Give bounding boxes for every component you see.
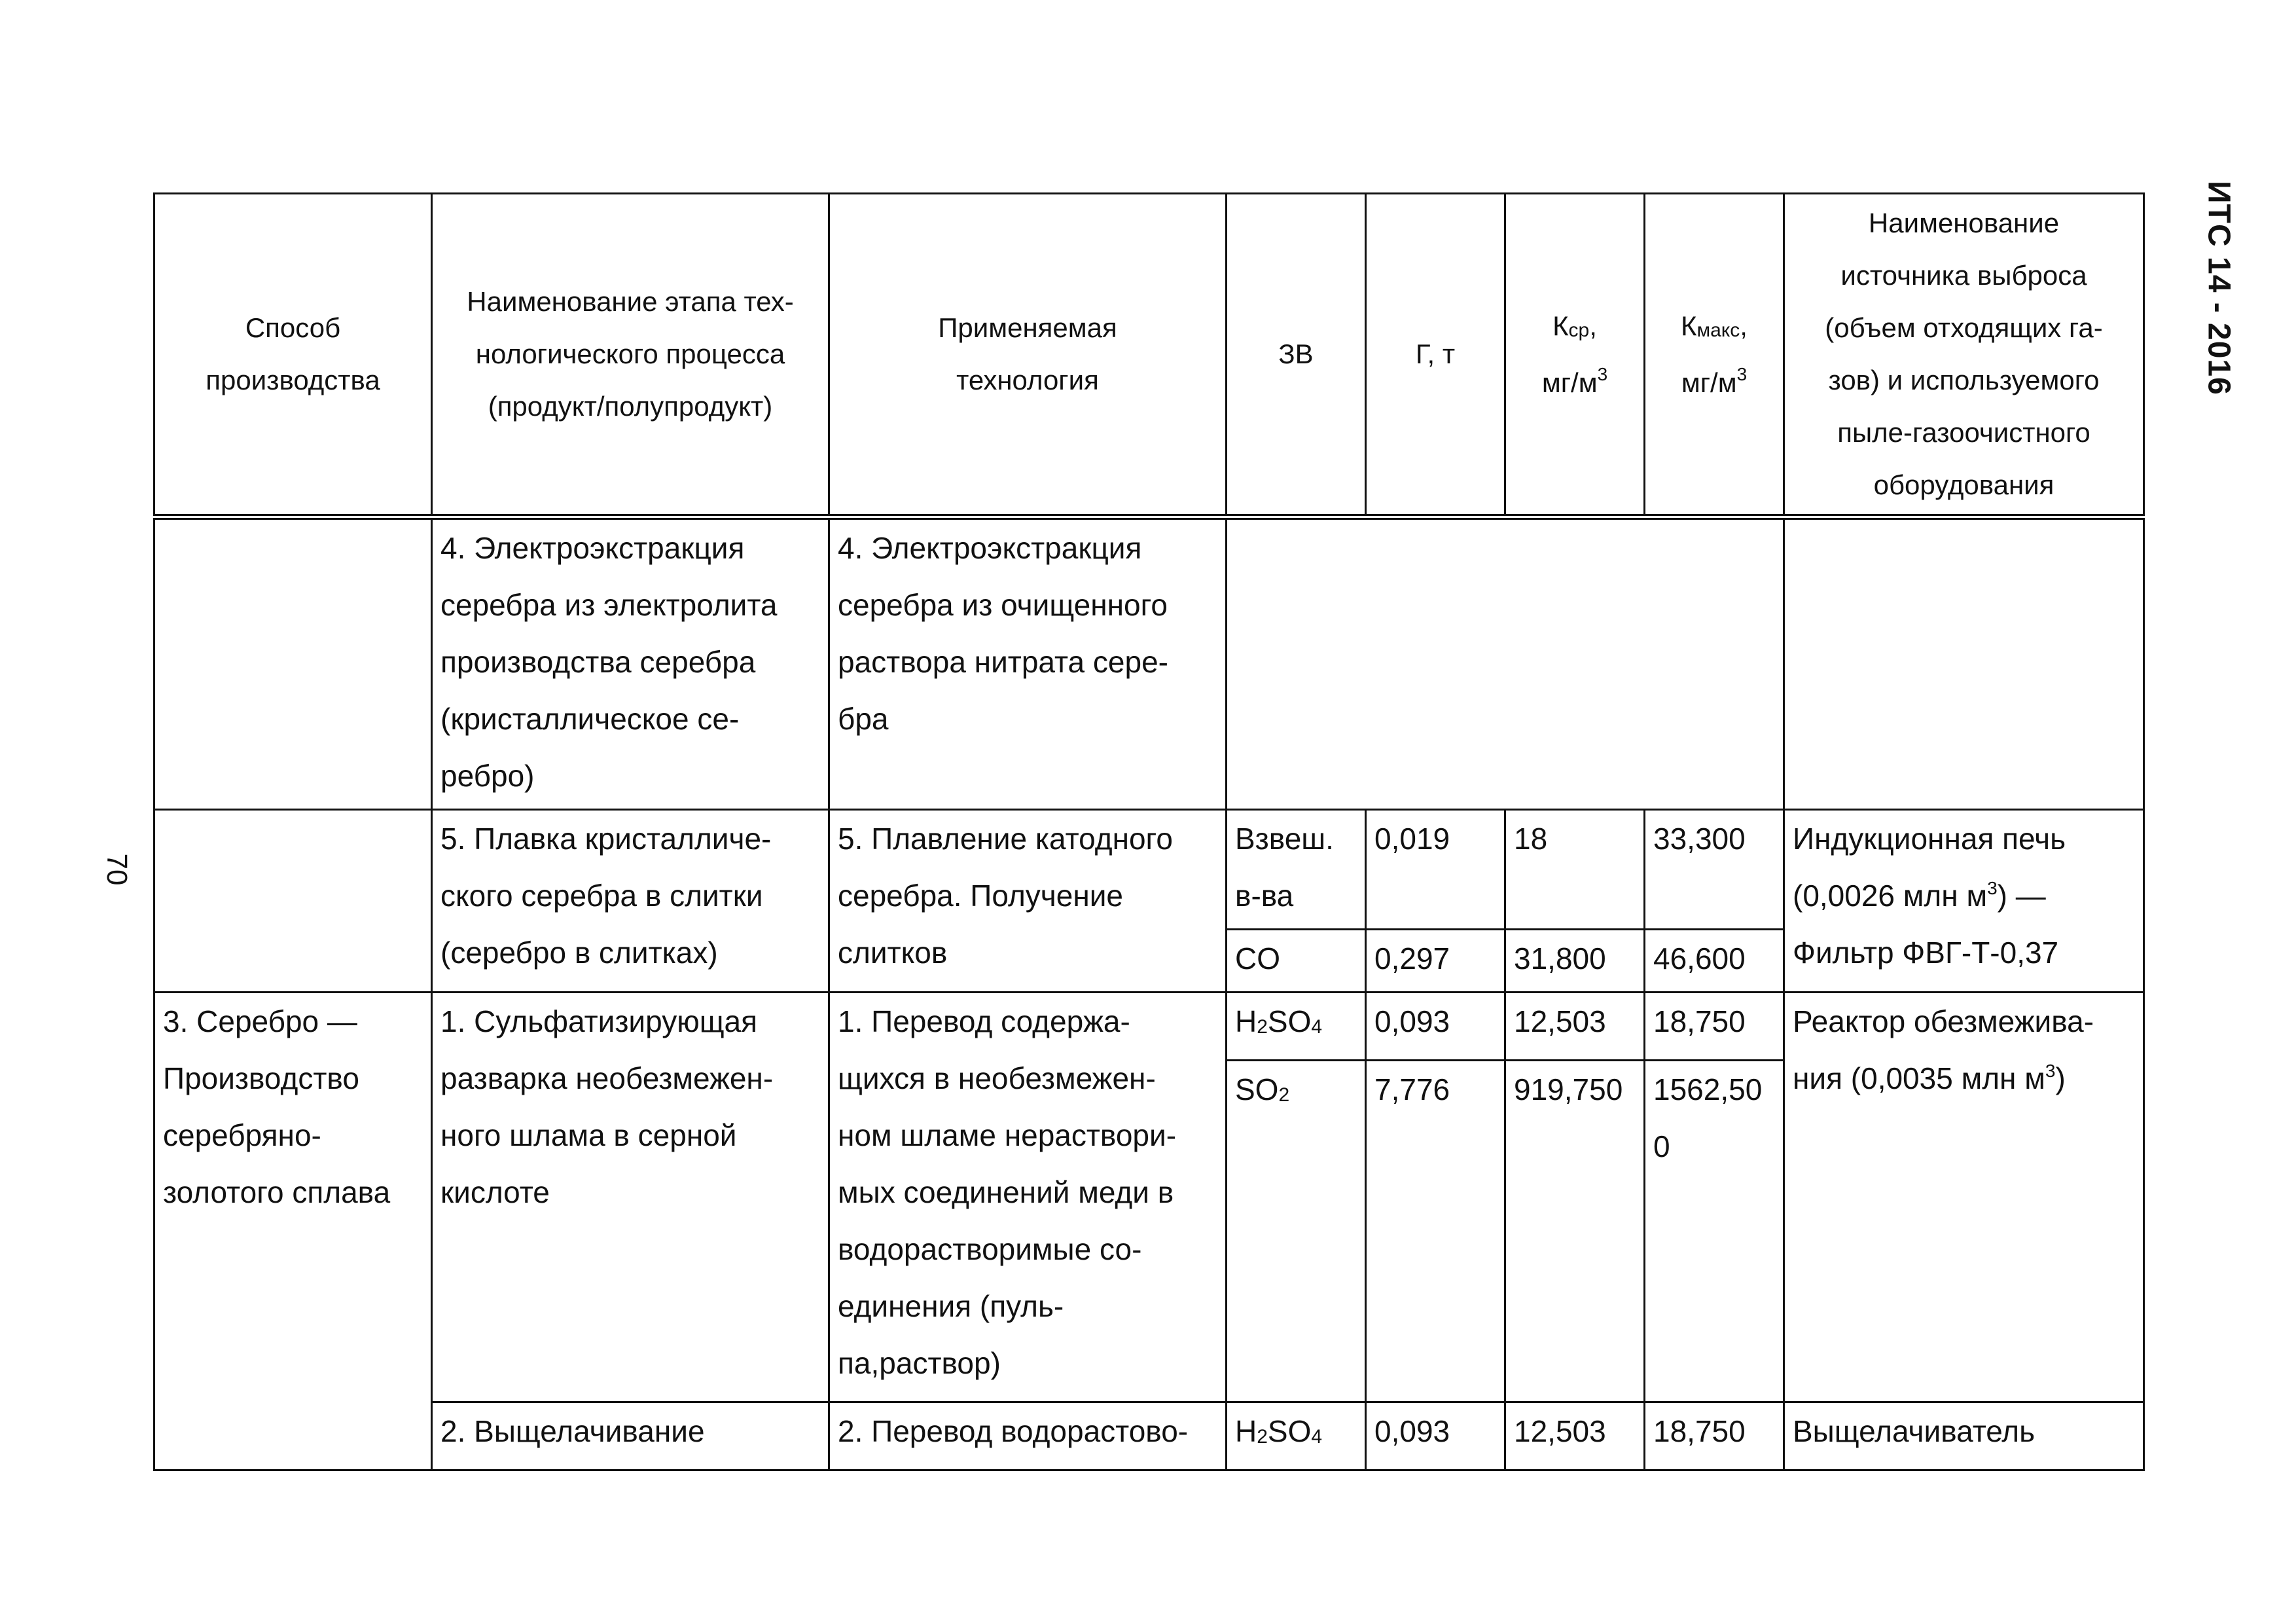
header-k-avg: $К_{ср}$, $мг/м^3$	[1505, 194, 1645, 517]
cell-method: 3. Серебро — Производство серебряно- золотого сплава	[154, 993, 432, 1470]
page-number: 70	[101, 853, 133, 886]
cell-method	[154, 810, 432, 993]
cell-stage: 1. Сульфатизирующая разварка необезмежен- ного шлама в серной кислоте	[432, 993, 829, 1402]
table-row	[154, 810, 2144, 930]
cell-k-max: 46,600	[1645, 930, 1784, 993]
cell-technology: 2. Перевод водорастово-	[829, 1402, 1227, 1470]
cell-mass: 0,019	[1366, 810, 1505, 930]
cell-k-avg: 31,800	[1505, 930, 1645, 993]
cell-pollutant: $H_2SO_4$	[1227, 993, 1366, 1061]
cell-k-max: 18,750	[1645, 993, 1784, 1061]
header-technology: Применяемая технология	[829, 194, 1227, 517]
header-source: Наименование источника выброса (объем отходящих га- зов) и используемого пыле-газоочистного оборудования	[1784, 194, 2144, 517]
cell-pollutant: $H_2SO_4$	[1227, 1402, 1366, 1470]
table-row	[154, 517, 2144, 810]
table-row	[154, 993, 2144, 1061]
table-row	[154, 1402, 2144, 1470]
cell-source	[1784, 517, 2144, 810]
header-pollutant: ЗВ	[1227, 194, 1366, 517]
header-mass: Г, т	[1366, 194, 1505, 517]
cell-k-max: 1562,50 0	[1645, 1061, 1784, 1402]
cell-source: Выщелачиватель	[1784, 1402, 2144, 1470]
cell-pollutant: Взвеш. в-ва	[1227, 810, 1366, 930]
cell-k-avg: 18	[1505, 810, 1645, 930]
cell-pollutant: CO	[1227, 930, 1366, 993]
cell-technology: 1. Перевод содержа- щихся в необезмежен- ном шламе нераствори- мых соединений меди в водорастворимые со- единения (пуль- па,раствор)	[829, 993, 1227, 1402]
header-method: Способ производства	[154, 194, 432, 517]
cell-pollutant: $SO_2$	[1227, 1061, 1366, 1402]
cell-technology: 5. Плавление катодного серебра. Получение слитков	[829, 810, 1227, 993]
cell-source: Реактор обезмежива- ния (0,0035 млн $м^3$)	[1784, 993, 2144, 1402]
cell-source: Индукционная печь (0,0026 млн $м^3$) — Фильтр ФВГ-Т-0,37	[1784, 810, 2144, 993]
cell-stage: 4. Электроэкстракция серебра из электролита производства серебра (кристаллическое се- ребро)	[432, 517, 829, 810]
cell-technology: 4. Электроэкстракция серебра из очищенного раствора нитрата сере- бра	[829, 517, 1227, 810]
cell-k-max: 18,750	[1645, 1402, 1784, 1470]
cell-stage: 5. Плавка кристалличе- ского серебра в слитки (серебро в слитках)	[432, 810, 829, 993]
cell-mass: 7,776	[1366, 1061, 1505, 1402]
header-stage: Наименование этапа тех- нологического процесса (продукт/полупродукт)	[432, 194, 829, 517]
cell-empty-pollutants	[1227, 517, 1784, 810]
emissions-table	[153, 192, 2145, 1471]
header-row	[154, 194, 2144, 517]
cell-k-avg: 12,503	[1505, 1402, 1645, 1470]
cell-mass: 0,093	[1366, 993, 1505, 1061]
document-code: ИТС 14 - 2016	[2201, 181, 2236, 395]
cell-stage: 2. Выщелачивание	[432, 1402, 829, 1470]
header-k-max: $К_{макс}$, $мг/м^3$	[1645, 194, 1784, 517]
cell-mass: 0,093	[1366, 1402, 1505, 1470]
cell-k-avg: 919,750	[1505, 1061, 1645, 1402]
cell-k-max: 33,300	[1645, 810, 1784, 930]
cell-k-avg: 12,503	[1505, 993, 1645, 1061]
cell-mass: 0,297	[1366, 930, 1505, 993]
cell-method	[154, 517, 432, 810]
